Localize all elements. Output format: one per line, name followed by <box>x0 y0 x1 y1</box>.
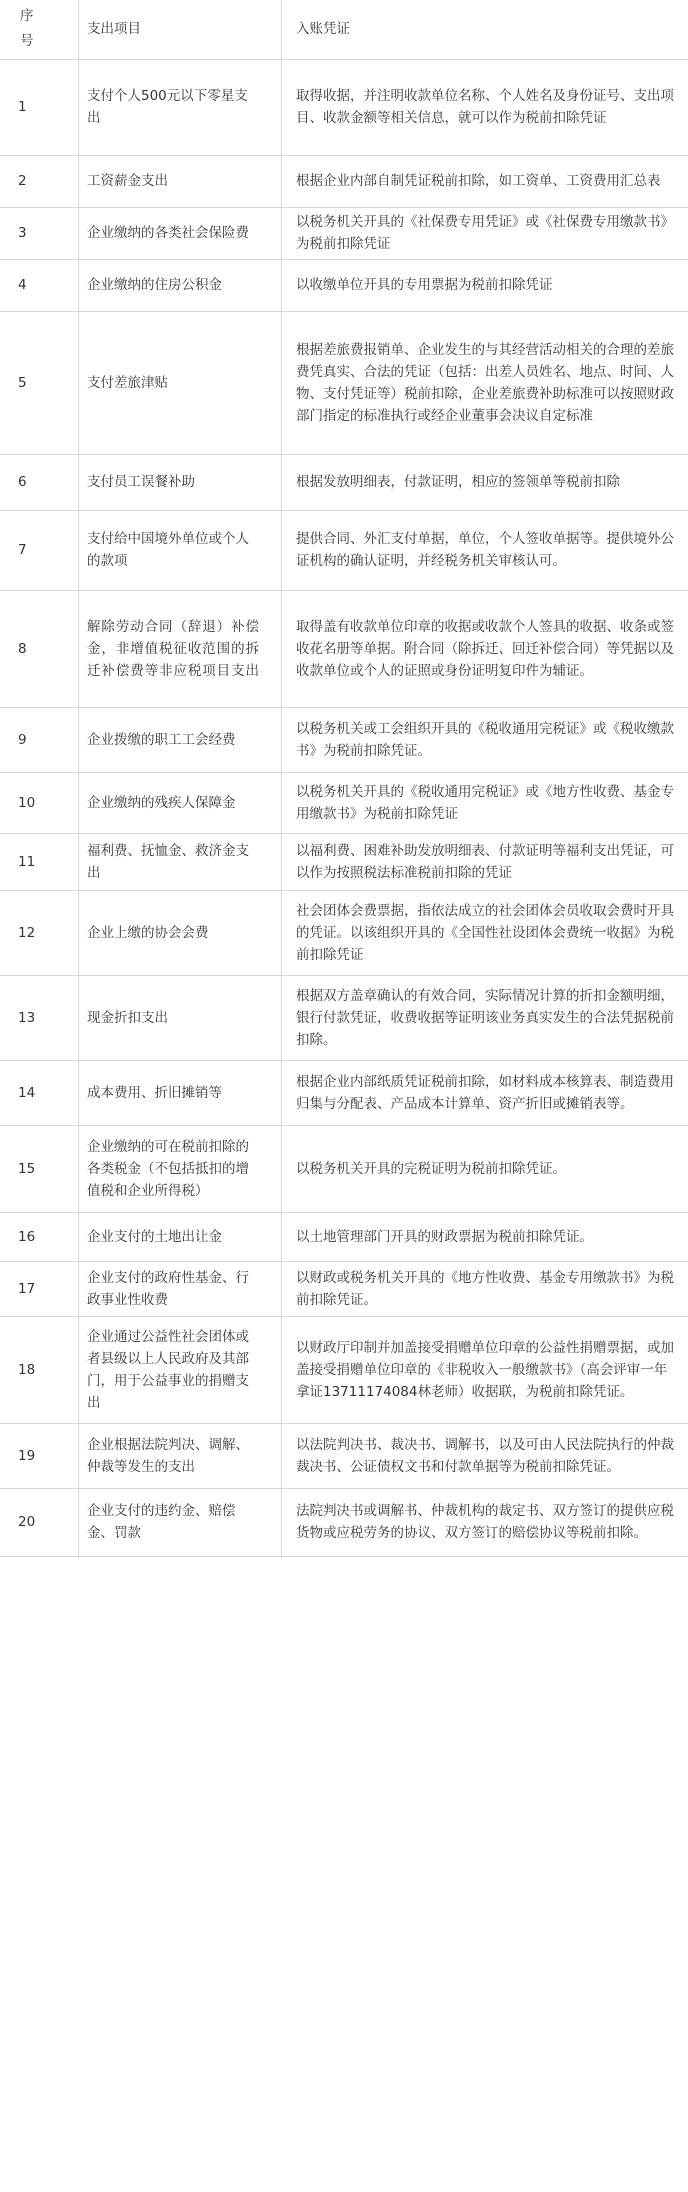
table-row <box>0 155 688 207</box>
row-expense-item: 现金折扣支出 <box>79 975 282 1060</box>
row-seq: 19 <box>0 1423 79 1488</box>
row-seq: 11 <box>0 833 79 890</box>
table-row <box>0 1212 688 1261</box>
table-row <box>0 833 688 890</box>
row-voucher: 取得收据，并注明收款单位名称、个人姓名及身份证号、支出项目、收款金额等相关信息，就可以作为税前扣除凭证 <box>282 59 688 155</box>
row-expense-item: 支付个人500元以下零星支出 <box>79 59 282 155</box>
row-seq: 18 <box>0 1316 79 1423</box>
row-seq: 6 <box>0 454 79 510</box>
row-expense-item: 企业缴纳的残疾人保障金 <box>79 772 282 833</box>
table-row <box>0 207 688 259</box>
row-voucher: 以财政厅印制并加盖接受捐赠单位印章的公益性捐赠票据，或加盖接受捐赠单位印章的《非税收入一般缴款书》（高会评审一年拿证13711174084林老师）收据联，为税前扣除凭证。 <box>282 1316 688 1423</box>
header-item: 支出项目 <box>79 0 282 59</box>
table-row <box>0 890 688 975</box>
row-seq: 9 <box>0 707 79 772</box>
row-seq: 13 <box>0 975 79 1060</box>
header-voucher: 入账凭证 <box>282 0 688 59</box>
row-expense-item: 工资薪金支出 <box>79 155 282 207</box>
row-expense-item: 支付员工误餐补助 <box>79 454 282 510</box>
row-expense-item: 企业支付的土地出让金 <box>79 1212 282 1261</box>
row-seq: 3 <box>0 207 79 259</box>
table-row <box>0 975 688 1060</box>
table-row <box>0 1316 688 1423</box>
row-expense-item-text: 解除劳动合同（辞退）补偿金，非增值税征收范围的拆迁补偿费等非应税项目支出 <box>87 618 259 679</box>
row-voucher: 提供合同、外汇支付单据，单位，个人签收单据等。提供境外公证机构的确认证明，并经税务机关审核认可。 <box>282 510 688 590</box>
row-expense-item: 企业支付的政府性基金、行政事业性收费 <box>79 1261 282 1316</box>
table-row <box>0 311 688 454</box>
row-expense-item: 企业拨缴的职工工会经费 <box>79 707 282 772</box>
row-voucher: 以税务机关或工会组织开具的《税收通用完税证》或《税收缴款书》为税前扣除凭证。 <box>282 707 688 772</box>
row-voucher: 法院判决书或调解书、仲裁机构的裁定书、双方签订的提供应税货物或应税劳务的协议、双方签订的赔偿协议等税前扣除。 <box>282 1488 688 1556</box>
table-row <box>0 454 688 510</box>
row-seq: 17 <box>0 1261 79 1316</box>
row-expense-item <box>79 590 282 707</box>
row-voucher: 根据企业内部纸质凭证税前扣除，如材料成本核算表、制造费用归集与分配表、产品成本计算单、资产折旧或摊销表等。 <box>282 1060 688 1125</box>
table-row <box>0 259 688 311</box>
table-header-row <box>0 0 688 59</box>
row-seq: 10 <box>0 772 79 833</box>
table-row <box>0 510 688 590</box>
row-seq: 8 <box>0 590 79 707</box>
row-expense-item: 企业根据法院判决、调解、仲裁等发生的支出 <box>79 1423 282 1488</box>
row-voucher: 以税务机关开具的《社保费专用凭证》或《社保费专用缴款书》为税前扣除凭证 <box>282 207 688 259</box>
row-seq: 7 <box>0 510 79 590</box>
row-voucher: 根据企业内部自制凭证税前扣除，如工资单、工资费用汇总表 <box>282 155 688 207</box>
table-row <box>0 1060 688 1125</box>
row-seq: 4 <box>0 259 79 311</box>
row-seq: 2 <box>0 155 79 207</box>
table-row <box>0 772 688 833</box>
row-voucher: 根据差旅费报销单、企业发生的与其经营活动相关的合理的差旅费凭真实、合法的凭证（包括：出差人员姓名、地点、时间、人物、支付凭证等）税前扣除，企业差旅费补助标准可以按照财政部门指定的标准执行或经企业董事会决议自定标准 <box>282 311 688 454</box>
row-expense-item: 企业缴纳的各类社会保险费 <box>79 207 282 259</box>
row-expense-item: 企业缴纳的可在税前扣除的各类税金（不包括抵扣的增值税和企业所得税） <box>79 1125 282 1212</box>
row-voucher: 根据发放明细表，付款证明，相应的签领单等税前扣除 <box>282 454 688 510</box>
row-voucher: 取得盖有收款单位印章的收据或收款个人签具的收据、收条或签收花名册等单据。附合同（除拆迁、回迁补偿合同）等凭据以及收款单位或个人的证照或身份证明复印件为辅证。 <box>282 590 688 707</box>
row-expense-item: 支付给中国境外单位或个人的款项 <box>79 510 282 590</box>
row-voucher: 以税务机关开具的完税证明为税前扣除凭证。 <box>282 1125 688 1212</box>
row-seq: 20 <box>0 1488 79 1556</box>
row-expense-item: 成本费用、折旧摊销等 <box>79 1060 282 1125</box>
row-seq: 5 <box>0 311 79 454</box>
row-expense-item: 企业通过公益性社会团体或者县级以上人民政府及其部门，用于公益事业的捐赠支出 <box>79 1316 282 1423</box>
row-seq: 12 <box>0 890 79 975</box>
row-expense-item: 支付差旅津贴 <box>79 311 282 454</box>
row-seq: 16 <box>0 1212 79 1261</box>
row-voucher: 社会团体会费票据，指依法成立的社会团体会员收取会费时开具的凭证。以该组织开具的《全国性社设团体会费统一收据》为税前扣除凭证 <box>282 890 688 975</box>
row-voucher: 以财政或税务机关开具的《地方性收费、基金专用缴款书》为税前扣除凭证。 <box>282 1261 688 1316</box>
row-expense-item: 福利费、抚恤金、救济金支出 <box>79 833 282 890</box>
row-voucher: 以收缴单位开具的专用票据为税前扣除凭证 <box>282 259 688 311</box>
row-expense-item: 企业缴纳的住房公积金 <box>79 259 282 311</box>
header-seq: 序号 <box>0 0 79 59</box>
table-row <box>0 1261 688 1316</box>
row-expense-item: 企业支付的违约金、赔偿金、罚款 <box>79 1488 282 1556</box>
row-voucher: 以税务机关开具的《税收通用完税证》或《地方性收费、基金专用缴款书》为税前扣除凭证 <box>282 772 688 833</box>
table-row <box>0 707 688 772</box>
row-seq: 1 <box>0 59 79 155</box>
row-seq: 15 <box>0 1125 79 1212</box>
row-expense-item: 企业上缴的协会会费 <box>79 890 282 975</box>
table-row <box>0 1125 688 1212</box>
row-voucher: 以法院判决书、裁决书、调解书，以及可由人民法院执行的仲裁裁决书、公证债权文书和付款单据等为税前扣除凭证。 <box>282 1423 688 1488</box>
row-voucher: 以福利费、困难补助发放明细表、付款证明等福利支出凭证，可以作为按照税法标准税前扣除的凭证 <box>282 833 688 890</box>
table-row <box>0 59 688 155</box>
table-row <box>0 590 688 707</box>
row-voucher: 以土地管理部门开具的财政票据为税前扣除凭证。 <box>282 1212 688 1261</box>
table-row <box>0 1488 688 1556</box>
table-row <box>0 1423 688 1488</box>
row-seq: 14 <box>0 1060 79 1125</box>
row-voucher: 根据双方盖章确认的有效合同，实际情况计算的折扣金额明细，银行付款凭证，收费收据等证明该业务真实发生的合法凭据税前扣除。 <box>282 975 688 1060</box>
